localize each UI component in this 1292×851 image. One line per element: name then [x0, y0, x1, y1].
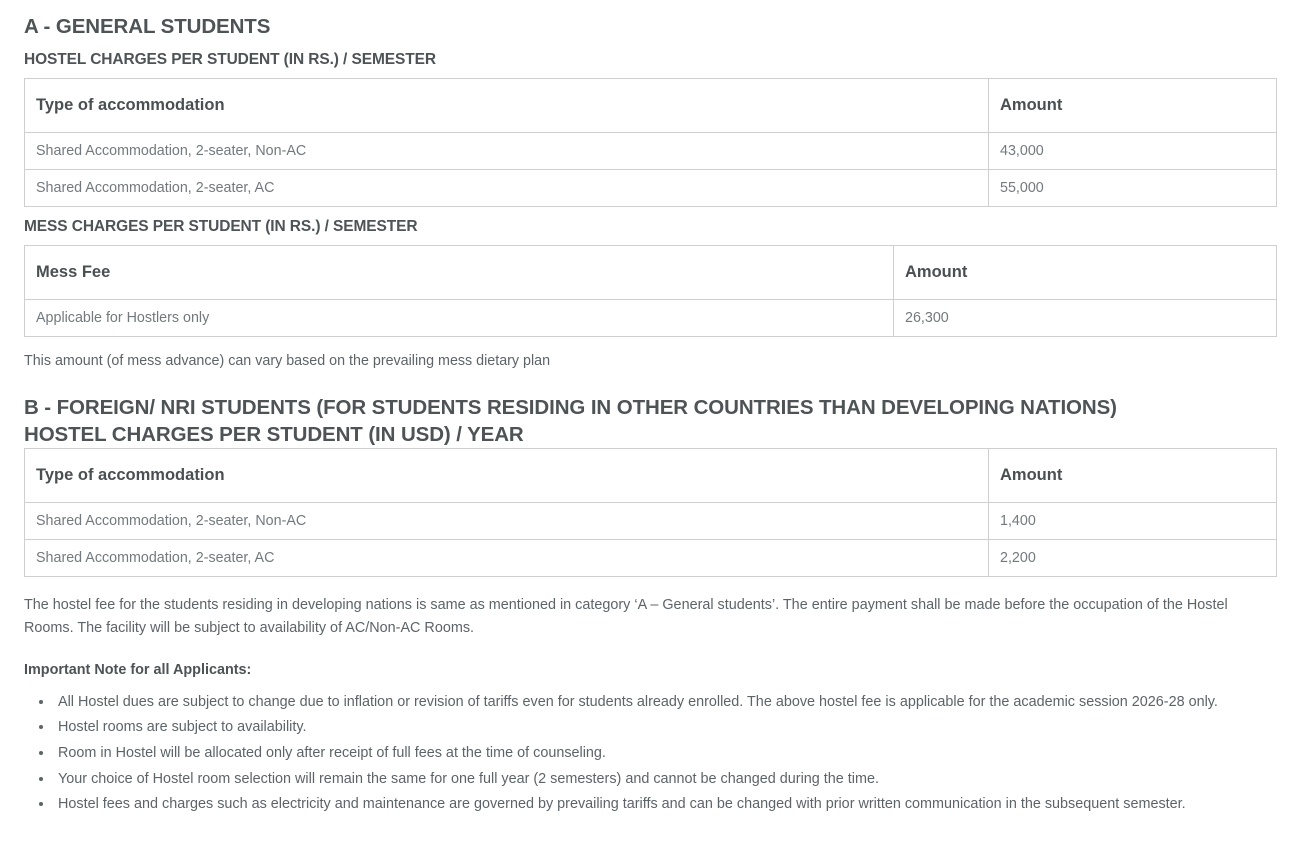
table-header-row: [25, 78, 1277, 132]
cell-amount: 1,400: [989, 503, 1277, 540]
cell-amount: 26,300: [894, 299, 1277, 336]
cell-accommodation-type: Shared Accommodation, 2-seater, AC: [25, 169, 989, 206]
column-header-type: Type of accommodation: [25, 78, 989, 132]
section-a-hostel-subheading: HOSTEL CHARGES PER STUDENT (IN RS.) / SEMESTER: [24, 50, 436, 68]
cell-amount: 55,000: [989, 169, 1277, 206]
section-b-heading: [24, 394, 1276, 449]
table-header-row: [25, 449, 1277, 503]
column-header-amount: Amount: [894, 245, 1277, 299]
table-row: [25, 132, 1277, 169]
developing-nations-paragraph: The hostel fee for the students residing in developing nations is same as mentioned in category ‘A – General students’. The entire payment shall be made before the occupation of the Hostel Rooms. The facility will be subject to availability of AC/Non-AC Rooms.: [24, 597, 1228, 637]
column-header-mess-fee: Mess Fee: [25, 245, 894, 299]
table-row: [25, 540, 1277, 577]
list-item: • All Hostel dues are subject to change due to inflation or revision of tariffs even for students already enrolled. The above hostel fee is applicable for the academic session 2026-28 only.: [54, 690, 1276, 715]
list-item: • Your choice of Hostel room selection will remain the same for one full year (2 semesters) and cannot be changed during the time.: [54, 767, 1276, 792]
hostel-charges-table-foreign: [24, 448, 1277, 577]
list-item: • Hostel rooms are subject to availability.: [54, 715, 1276, 740]
important-note-title: Important Note for all Applicants:: [24, 661, 252, 678]
mess-charges-table: [24, 245, 1277, 337]
list-item: • Room in Hostel will be allocated only after receipt of full fees at the time of counseling.: [54, 741, 1276, 766]
hostel-charges-table-general: [24, 78, 1277, 207]
mess-advance-note: This amount (of mess advance) can vary based on the prevailing mess dietary plan: [24, 352, 551, 369]
column-header-amount: Amount: [989, 449, 1277, 503]
table-row: [25, 299, 1277, 336]
cell-amount: 43,000: [989, 132, 1277, 169]
cell-accommodation-type: Shared Accommodation, 2-seater, Non-AC: [25, 503, 989, 540]
column-header-amount: Amount: [989, 78, 1277, 132]
cell-accommodation-type: Shared Accommodation, 2-seater, Non-AC: [25, 132, 989, 169]
section-a-mess-subheading: MESS CHARGES PER STUDENT (IN RS.) / SEMESTER: [24, 217, 418, 235]
table-row: [25, 503, 1277, 540]
list-item: • Hostel fees and charges such as electricity and maintenance are governed by prevailing tariffs and can be changed with prior written communication in the subsequent semester.: [54, 792, 1276, 817]
fee-structure-page: [0, 14, 1292, 817]
section-b-heading-line1: B - FOREIGN/ NRI STUDENTS (FOR STUDENTS RESIDING IN OTHER COUNTRIES THAN DEVELOPING NATIONS): [24, 395, 1117, 419]
cell-accommodation-type: Shared Accommodation, 2-seater, AC: [25, 540, 989, 577]
column-header-type: Type of accommodation: [25, 449, 989, 503]
cell-amount: 2,200: [989, 540, 1277, 577]
cell-mess-fee-desc: Applicable for Hostlers only: [25, 299, 894, 336]
table-header-row: [25, 245, 1277, 299]
important-note-list: [24, 690, 1276, 817]
section-b-heading-line2: HOSTEL CHARGES PER STUDENT (IN USD) / YEAR: [24, 422, 524, 446]
table-row: [25, 169, 1277, 206]
section-a-heading: A - GENERAL STUDENTS: [24, 15, 271, 38]
